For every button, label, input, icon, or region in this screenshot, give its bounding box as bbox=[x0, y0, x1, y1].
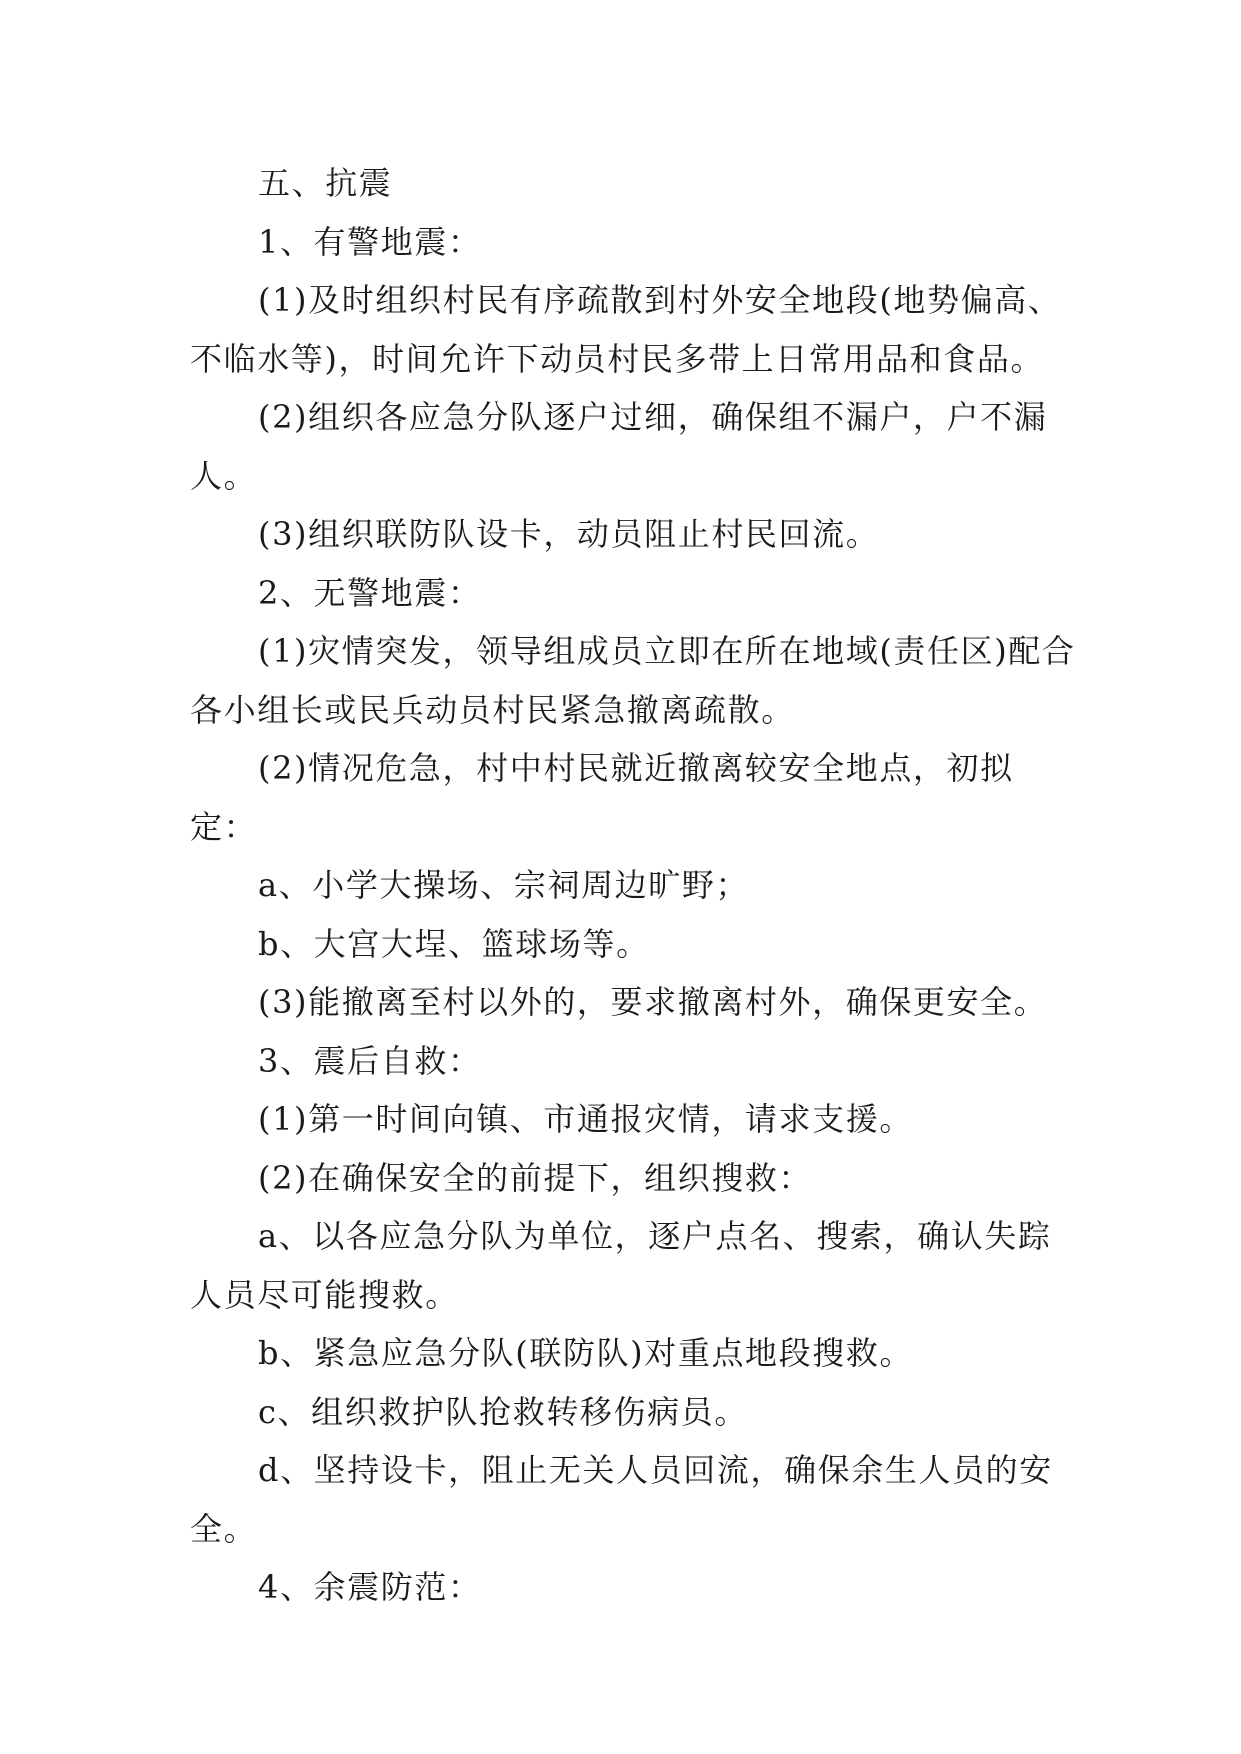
sub-list-item: a、以各应急分队为单位，逐户点名、搜索，确认失踪人员尽可能搜救。 bbox=[190, 1217, 1052, 1314]
sub-list-item: c、组织救护队抢救转移伤病员。 bbox=[258, 1392, 748, 1431]
subsection-heading: 2、无警地震： bbox=[258, 573, 482, 612]
list-item: (3)能撤离至村以外的，要求撤离村外，确保更安全。 bbox=[258, 983, 1048, 1021]
subsection-heading: 4、余震防范： bbox=[258, 1568, 482, 1606]
list-item: (1)及时组织村民有序疏散到村外安全地段(地势偏高、不临水等)，时间允许下动员村民多带上日常用品和食品。 bbox=[190, 281, 1062, 378]
list-item: (2)组织各应急分队逐户过细，确保组不漏户，户不漏人。 bbox=[190, 398, 1048, 495]
document-body bbox=[190, 154, 1076, 1617]
list-item: (1)灾情突发，领导组成员立即在所在地域(责任区)配合各小组长或民兵动员村民紧急撤离疏散。 bbox=[190, 632, 1076, 729]
list-item: (2)在确保安全的前提下，组织搜救： bbox=[258, 1158, 813, 1197]
section-heading: 五、抗震 bbox=[258, 164, 393, 202]
subsection-heading: 3、震后自救： bbox=[258, 1041, 482, 1080]
sub-list-item: a、小学大操场、宗祠周边旷野； bbox=[258, 866, 750, 904]
sub-list-item: d、坚持设卡，阻止无关人员回流，确保余生人员的安全。 bbox=[190, 1451, 1053, 1548]
sub-list-item: b、紧急应急分队(联防队)对重点地段搜救。 bbox=[258, 1334, 914, 1372]
list-item: (2)情况危急，村中村民就近撤离较安全地点，初拟定： bbox=[190, 749, 1014, 846]
sub-list-item: b、大宫大埕、篮球场等。 bbox=[258, 924, 650, 963]
list-item: (1)第一时间向镇、市通报灾情，请求支援。 bbox=[258, 1100, 913, 1138]
list-item: (3)组织联防队设卡，动员阻止村民回流。 bbox=[258, 515, 880, 553]
subsection-heading: 1、有警地震： bbox=[258, 222, 482, 261]
